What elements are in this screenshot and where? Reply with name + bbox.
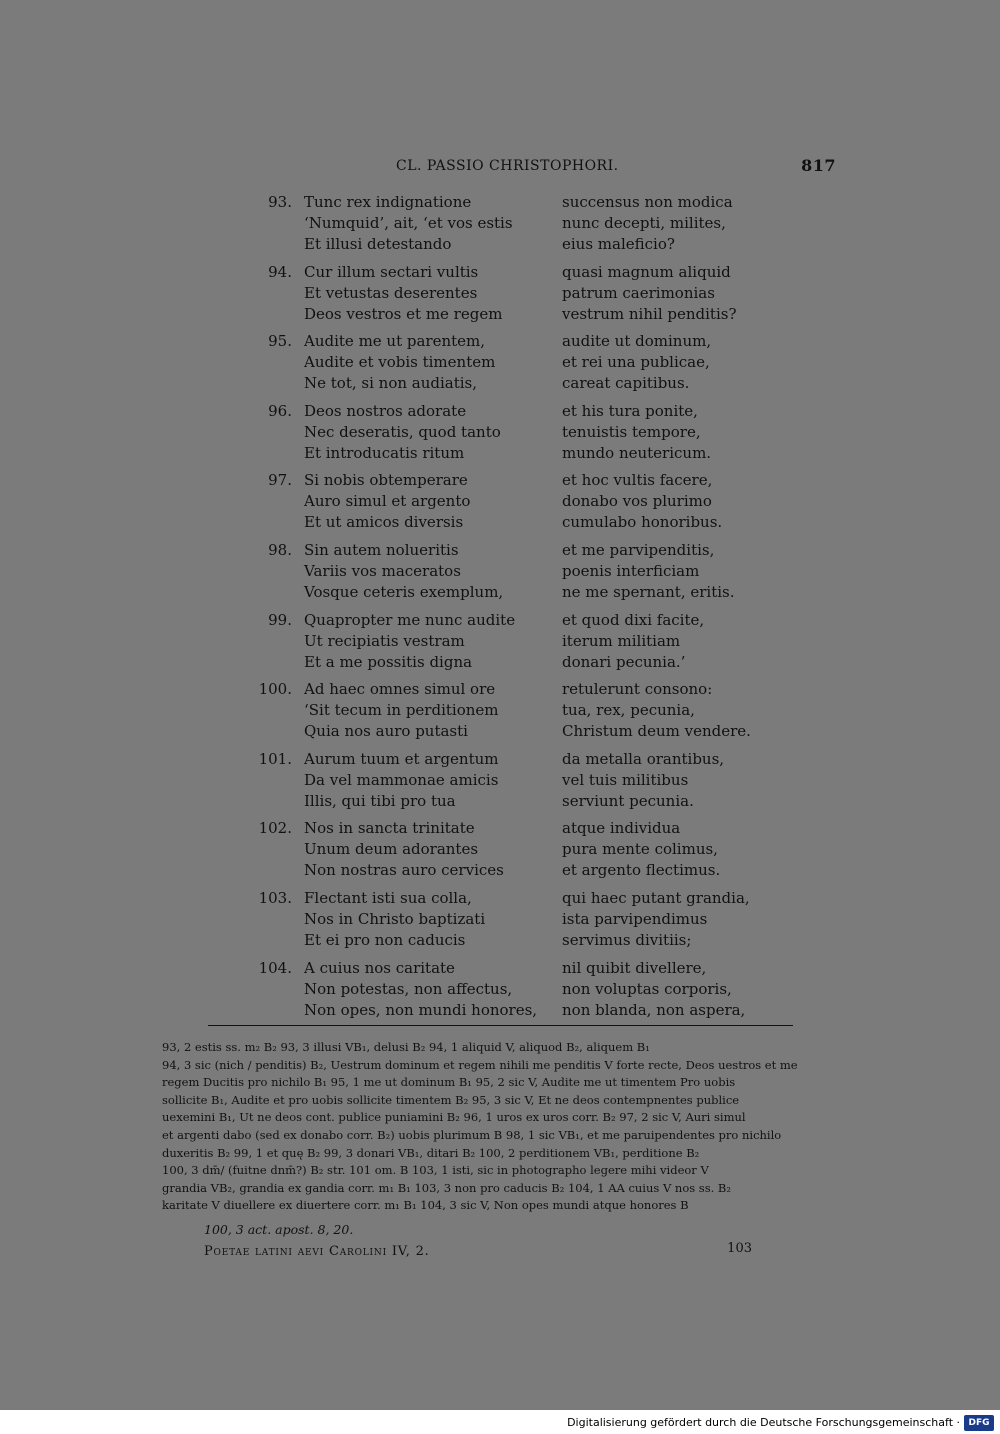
verse-line: non blanda, non aspera,	[562, 1000, 746, 1019]
running-header	[396, 156, 836, 178]
verse-line: Et ut amicos diversis	[304, 513, 464, 532]
stanza-right-column	[562, 192, 733, 255]
stanza-number: 104.	[258, 958, 292, 977]
verse-line: mundo neutericum.	[562, 443, 712, 462]
verse-line: audite ut dominum,	[562, 332, 712, 351]
verse-line: donabo vos plurimo	[562, 492, 712, 511]
apparatus-line: sollicite B₁, Audite et pro uobis sollicite timentem B₂ 95, 3 sic V, Et ne deos contempnentes publice	[162, 1092, 740, 1107]
stanza-left-column	[304, 192, 513, 255]
verse-line: cumulabo honoribus.	[562, 513, 723, 532]
verse-line: Vosque ceteris exemplum,	[304, 582, 504, 601]
stanza-number: 99.	[268, 610, 292, 629]
verse-line: Et illusi detestando	[304, 235, 452, 253]
verse-line: Nec deseratis, quod tanto	[304, 422, 501, 441]
verse-line: iterum militiam	[562, 631, 681, 650]
verse-line: careat capitibus.	[562, 374, 690, 393]
verse-line: da metalla orantibus,	[562, 749, 725, 768]
stanza-right-column	[562, 679, 751, 742]
stanza-right-column	[562, 888, 750, 951]
verse-line: pura mente colimus,	[562, 840, 718, 859]
verse-line: succensus non modica	[562, 193, 733, 211]
stanza-left-column	[304, 958, 537, 1021]
verse-line: patrum caerimonias	[562, 283, 715, 302]
verse-line: Nos in Christo baptizati	[304, 909, 486, 928]
apparatus-line: duxeritis B₂ 99, 1 et quę B₂ 99, 3 donari VB₁, ditari B₂ 100, 2 perditionem VB₁, perditione B₂	[162, 1145, 700, 1160]
verse-line: Unum deum adorantes	[304, 840, 479, 859]
page-footer	[204, 1241, 752, 1261]
verse-line: Ne tot, si non audiatis,	[304, 374, 478, 393]
stanza-left-column	[304, 401, 501, 464]
stanza	[250, 192, 770, 262]
verse-line: Quia nos auro putasti	[304, 722, 468, 741]
verse-line: vel tuis militibus	[562, 770, 689, 789]
stanza-right-column	[562, 749, 724, 812]
stanza	[250, 610, 770, 680]
stanza-left-column	[304, 470, 470, 533]
verse-line: Da vel mammonae amicis	[304, 770, 499, 789]
stanza	[250, 888, 770, 958]
verse-line: Non potestas, non affectus,	[304, 979, 513, 998]
verse-line: Et vetustas deserentes	[304, 283, 478, 302]
verse-line: ista parvipendimus	[562, 909, 708, 928]
series-title: Poetae latini aevi Carolini IV, 2.	[204, 1244, 430, 1259]
verse-line: Audite et vobis timentem	[304, 353, 496, 372]
running-title: CL. PASSIO CHRISTOPHORI.	[396, 158, 619, 174]
verse-line: Ad haec omnes simul ore	[304, 680, 496, 699]
verse-line: Ut recipiatis vestram	[304, 631, 465, 650]
stanza-right-column	[562, 331, 711, 394]
verse-line: Deos vestros et me regem	[304, 304, 503, 323]
stanza-number: 100.	[258, 680, 292, 699]
verse-line: Christum deum vendere.	[562, 722, 751, 741]
stanza	[250, 540, 770, 610]
stanza-right-column	[562, 540, 735, 603]
stanza-left-column	[304, 331, 495, 394]
verse-line: tua, rex, pecunia,	[562, 701, 695, 720]
stanza	[250, 331, 770, 401]
stanza-number: 102.	[258, 819, 292, 838]
credit-bar	[0, 1410, 1000, 1434]
stanza-left-column	[304, 610, 515, 673]
stanza-left-column	[304, 540, 503, 603]
verse-line: et hoc vultis facere,	[562, 471, 713, 490]
digitization-credit: Digitalisierung gefördert durch die Deutsche Forschungsgemeinschaft ·	[567, 1416, 960, 1429]
stanza	[250, 749, 770, 819]
stanza-right-column	[562, 818, 720, 881]
verse-line: ‘Sit tecum in perditionem	[304, 701, 499, 720]
apparatus-line: grandia VB₂, grandia ex gandia corr. m₁ B₁ 103, 3 non pro caducis B₂ 104, 1 AA cuius V nos ss. B₂	[162, 1180, 731, 1195]
apparatus-line: 94, 3 sic (nich / penditis) B₂, Uestrum dominum et regem nihili me penditis V forte recte, Deos uestros et me	[162, 1057, 798, 1072]
stanza-left-column	[304, 679, 499, 742]
verse-line: et rei una publicae,	[562, 353, 710, 372]
verse-line: retulerunt consono:	[562, 680, 713, 699]
page-number: 817	[801, 156, 836, 175]
verse-line: et me parvipenditis,	[562, 540, 715, 559]
verse-line: Et ei pro non caducis	[304, 930, 466, 949]
verse-line: servimus divitiis;	[562, 930, 692, 949]
stanza	[250, 470, 770, 540]
verse-line: Aurum tuum et argentum	[304, 749, 499, 768]
verse-line: Quapropter me nunc audite	[304, 610, 516, 629]
verse-line: atque individua	[562, 819, 681, 838]
verse-line: Flectant isti sua colla,	[304, 888, 472, 907]
stanza	[250, 262, 770, 332]
stanza-right-column	[562, 262, 737, 325]
verse-line: Si nobis obtemperare	[304, 471, 468, 490]
verse-line: Deos nostros adorate	[304, 401, 467, 420]
verse-line: et quod dixi facite,	[562, 610, 705, 629]
stanza	[250, 679, 770, 749]
verse-line: serviunt pecunia.	[562, 791, 694, 810]
stanza-right-column	[562, 958, 745, 1021]
verse-line: poenis interficiam	[562, 561, 700, 580]
verse-line: Non nostras auro cervices	[304, 861, 504, 880]
dfg-logo: DFG	[964, 1415, 994, 1431]
stanza-number: 103.	[258, 888, 292, 907]
stanza-number: 93.	[268, 193, 292, 211]
verse-line: tenuistis tempore,	[562, 422, 701, 441]
signature-mark: 103	[727, 1241, 752, 1256]
verse-line: quasi magnum aliquid	[562, 262, 731, 281]
verse-line: et his tura ponite,	[562, 401, 698, 420]
stanza	[250, 818, 770, 888]
verse-line: Et introducatis ritum	[304, 443, 465, 462]
verse-line: Sin autem nolueritis	[304, 540, 459, 559]
stanza-number: 94.	[268, 262, 292, 281]
verse-line: Nos in sancta trinitate	[304, 819, 475, 838]
apparatus-line: 93, 2 estis ss. m₂ B₂ 93, 3 illusi VB₁, delusi B₂ 94, 1 aliquid V, aliquod B₂, aliquem B₁	[162, 1040, 650, 1054]
apparatus-divider	[208, 1025, 793, 1026]
verse-line: non voluptas corporis,	[562, 979, 732, 998]
stanza-number: 98.	[268, 540, 292, 559]
verse-line: ‘Numquid’, ait, ‘et vos estis	[304, 214, 513, 232]
stanza-right-column	[562, 470, 722, 533]
verse-line: qui haec putant grandia,	[562, 888, 750, 907]
verse-line: Illis, qui tibi pro tua	[304, 791, 456, 810]
stanza-left-column	[304, 262, 502, 325]
stanza-number: 97.	[268, 471, 292, 490]
verse-line: Audite me ut parentem,	[304, 332, 486, 351]
stanza-number: 101.	[258, 749, 292, 768]
source-footnote: 100, 3 act. apost. 8, 20.	[204, 1222, 354, 1237]
verse-line: Variis vos maceratos	[304, 561, 461, 580]
stanza-number: 96.	[268, 401, 292, 420]
verse-line: vestrum nihil penditis?	[562, 304, 737, 323]
stanza-right-column	[562, 401, 711, 464]
apparatus-line: et argenti dabo (sed ex donabo corr. B₂) uobis plurimum B 98, 1 sic VB₁, et me paruipendentes pro nichilo	[162, 1127, 782, 1142]
poem-text	[250, 192, 770, 1027]
verse-line: ne me spernant, eritis.	[562, 582, 735, 601]
critical-apparatus	[162, 1039, 842, 1215]
verse-line: donari pecunia.’	[562, 652, 686, 671]
stanza-number: 95.	[268, 332, 292, 351]
verse-line: Cur illum sectari vultis	[304, 262, 479, 281]
verse-line: nunc decepti, milites,	[562, 214, 726, 232]
verse-line: Auro simul et argento	[304, 492, 471, 511]
stanza-right-column	[562, 610, 704, 673]
apparatus-line: 100, 3 dm̄/ (fuitne dnm̄?) B₂ str. 101 om. B 103, 1 isti, sic in photographo legere mihi videor V	[162, 1163, 709, 1178]
stanza-left-column	[304, 888, 485, 951]
verse-line: A cuius nos caritate	[304, 958, 455, 977]
verse-line: Et a me possitis digna	[304, 652, 473, 671]
apparatus-line: regem Ducitis pro nichilo B₁ 95, 1 me ut dominum B₁ 95, 2 sic V, Audite me ut timentem Pro uobis	[162, 1075, 736, 1090]
stanza	[250, 401, 770, 471]
verse-line: Tunc rex indignatione	[304, 193, 472, 211]
stanza	[250, 958, 770, 1028]
verse-line: eius maleficio?	[562, 235, 675, 253]
verse-line: et argento flectimus.	[562, 861, 721, 880]
apparatus-line: uexemini B₁, Ut ne deos cont. publice puniamini B₂ 96, 1 uros ex uros corr. B₂ 97, 2 sic V, Auri simul	[162, 1110, 746, 1125]
stanza-left-column	[304, 749, 499, 812]
verse-line: Non opes, non mundi honores,	[304, 1000, 538, 1019]
apparatus-line: karitate V diuellere ex diuertere corr. m₁ B₁ 104, 3 sic V, Non opes mundi atque honores B	[162, 1198, 689, 1213]
stanza-left-column	[304, 818, 504, 881]
verse-line: nil quibit divellere,	[562, 958, 707, 977]
